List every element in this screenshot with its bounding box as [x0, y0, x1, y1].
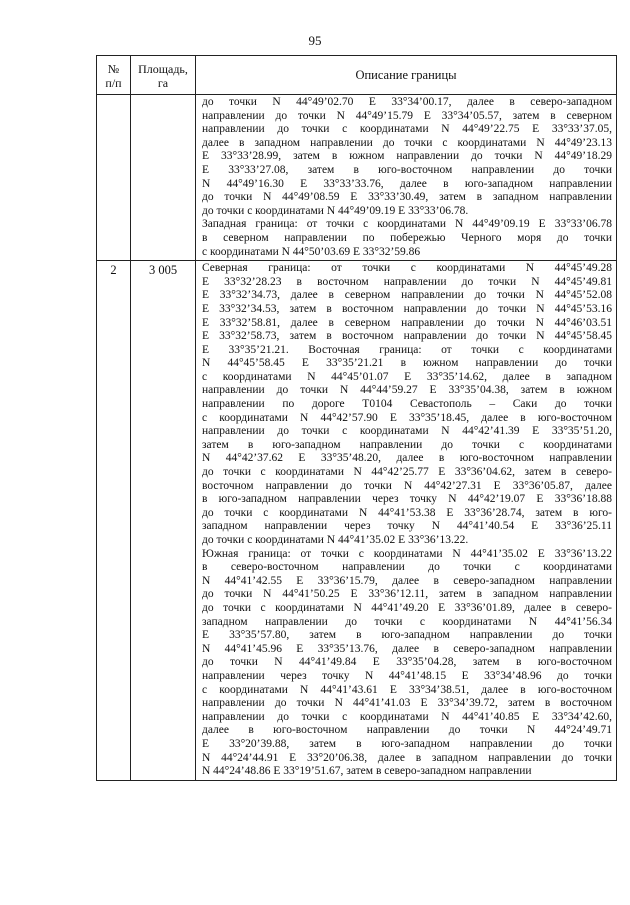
description-line: N 44°24’48.86 E 33°19’51.67, затем в северо-западном направлении	[202, 765, 532, 778]
description-line: в юго-западном направлении через точку N 44°42’19.07 E 33°36’18.88	[202, 493, 612, 506]
description-line: направлении через точку N 44°41’48.15 E 33°34’48.96 до точки	[202, 669, 612, 682]
description-line: до точки с координатами N 44°41’35.02 E 33°36’13.22.	[202, 534, 469, 546]
row-description	[196, 261, 617, 781]
description-line: направлении по дороге Т0104 Севастополь – Саки до точки	[202, 398, 612, 411]
description-line: западном направлении до точки с координатами N 44°41’56.34	[202, 615, 612, 628]
description-line: N 44°42’37.62 E 33°35’48.20, далее в юго-восточном направлении	[202, 452, 612, 465]
description-line: N 44°45’58.45 E 33°35’21.21 в южном направлении до точки	[202, 357, 612, 370]
description-line: E 33°33’27.08, затем в юго-восточном направлении до точки	[202, 163, 612, 176]
description-line: E 33°20’39.88, затем в юго-западном направлении до точки	[202, 737, 612, 750]
description-line: E 33°35’21.21. Восточная граница: от точки с координатами	[202, 343, 612, 356]
description-line: далее в юго-восточном направлении до точки N 44°24’49.71	[202, 724, 612, 737]
description-line: затем в юго-западном направлении до точки с координатами	[202, 438, 612, 451]
description-line: N 44°41’42.55 E 33°36’15.79, далее в северо-западном направлении	[202, 574, 612, 587]
header-num: № п/п	[97, 56, 131, 95]
row-description	[196, 95, 617, 261]
description-line: E 33°32’34.53, затем в восточном направлении до точки N 44°45’53.16	[202, 302, 612, 315]
description-line: направлении до точки с координатами N 44°41’40.85 E 33°34’42.60,	[202, 710, 612, 723]
table-body	[97, 95, 617, 781]
description-line: до точки с координатами N 44°49’09.19 E 33°33’06.78.	[202, 204, 469, 217]
description-line: направлении до точки с координатами N 44°42’41.39 E 33°35’51.20,	[202, 425, 612, 438]
description-line: далее в западном направлении до точки с координатами N 44°49’23.13	[202, 136, 612, 149]
header-area: Площадь, га	[131, 56, 196, 95]
description-paragraph	[202, 262, 612, 547]
page-number: 95	[308, 33, 322, 48]
description-line: с координатами N 44°50’03.69 E 33°32’59.86	[202, 245, 421, 258]
description-line: направлении до точки N 44°49’15.79 E 33°34’05.57, затем в северном	[202, 109, 612, 122]
table-header-row	[97, 56, 617, 95]
description-line: с координатами N 44°42’57.90 E 33°35’18.45, далее в юго-восточном	[202, 411, 612, 424]
description-line: до точки с координатами N 44°41’49.20 E 33°36’01.89, далее в северо-	[202, 601, 612, 614]
description-line: Южная граница: от точки с координатами N 44°41’35.02 E 33°36’13.22	[202, 547, 612, 560]
description-paragraph	[202, 96, 612, 218]
description-line: западном направлении через точку N 44°41’40.54 E 33°36’25.11	[202, 520, 612, 533]
description-line: восточном направлении до точки N 44°42’27.31 E 33°36’05.87, далее	[202, 479, 612, 492]
description-line: направлении до точки N 44°44’59.27 E 33°35’04.38, затем в южном	[202, 384, 612, 397]
row-area: 3 005	[131, 261, 196, 781]
description-line: E 33°32’28.23 в восточном направлении до точки N 44°45’49.81	[202, 275, 612, 288]
description-line: E 33°32’58.73, затем в восточном направлении до точки N 44°45’58.45	[202, 330, 612, 343]
description-line: N 44°41’45.96 E 33°35’13.76, далее в северо-западном направлении	[202, 642, 612, 655]
description-line: E 33°32’58.81, далее в северном направлении до точки N 44°46’03.51	[202, 316, 612, 329]
description-paragraph	[202, 548, 612, 779]
description-line: в северо-восточном направлении до точки с координатами	[202, 561, 612, 574]
description-line: Северная граница: от точки с координатами N 44°45’49.28	[202, 262, 612, 275]
description-line: с координатами N 44°45’01.07 E 33°35’14.62, далее в западном	[202, 370, 612, 383]
row-number	[97, 95, 131, 261]
description-line: E 33°35’57.80, затем в юго-западном направлении до точки	[202, 629, 612, 642]
header-description: Описание границы	[196, 56, 617, 95]
table-row	[97, 95, 617, 261]
description-line: E 33°33’28.99, затем в южном направлении до точки N 44°49’18.29	[202, 150, 612, 163]
description-line: до точки с координатами N 44°42’25.77 E 33°36’04.62, затем в северо-	[202, 466, 612, 479]
description-line: до точки N 44°41’50.25 E 33°36’12.11, затем в западном направлении	[202, 588, 612, 601]
description-line: E 33°32’34.73, далее в северном направлении до точки N 44°45’52.08	[202, 289, 612, 302]
description-paragraph	[202, 218, 612, 259]
description-line: до точки с координатами N 44°41’53.38 E 33°36’28.74, затем в юго-	[202, 506, 612, 519]
description-line: направлении до точки N 44°41’41.03 E 33°34’39.72, затем в восточном	[202, 697, 612, 710]
description-line: до точки N 44°41’49.84 E 33°35’04.28, затем в юго-восточном	[202, 656, 612, 669]
description-line: в северном направлении по побережью Черного моря до точки	[202, 231, 612, 244]
description-line: с координатами N 44°41’43.61 E 33°34’38.51, далее в юго-восточном	[202, 683, 612, 696]
description-line: N 44°24’44.91 E 33°20’06.38, далее в западном направлении до точки	[202, 751, 612, 764]
description-line: до точки N 44°49’08.59 E 33°33’30.49, затем в западном направлении	[202, 191, 612, 204]
description-line: направлении до точки с координатами N 44°49’22.75 E 33°33’37.05,	[202, 123, 612, 136]
description-line: Западная граница: от точки с координатами N 44°49’09.19 E 33°33’06.78	[202, 218, 612, 231]
table-row	[97, 261, 617, 781]
row-area	[131, 95, 196, 261]
description-line: до точки N 44°49’02.70 E 33°34’00.17, далее в северо-западном	[202, 96, 612, 108]
boundary-table	[96, 55, 617, 781]
description-line: N 44°49’16.30 E 33°33’33.76, далее в юго-западном направлении	[202, 177, 612, 190]
row-number: 2	[97, 261, 131, 781]
